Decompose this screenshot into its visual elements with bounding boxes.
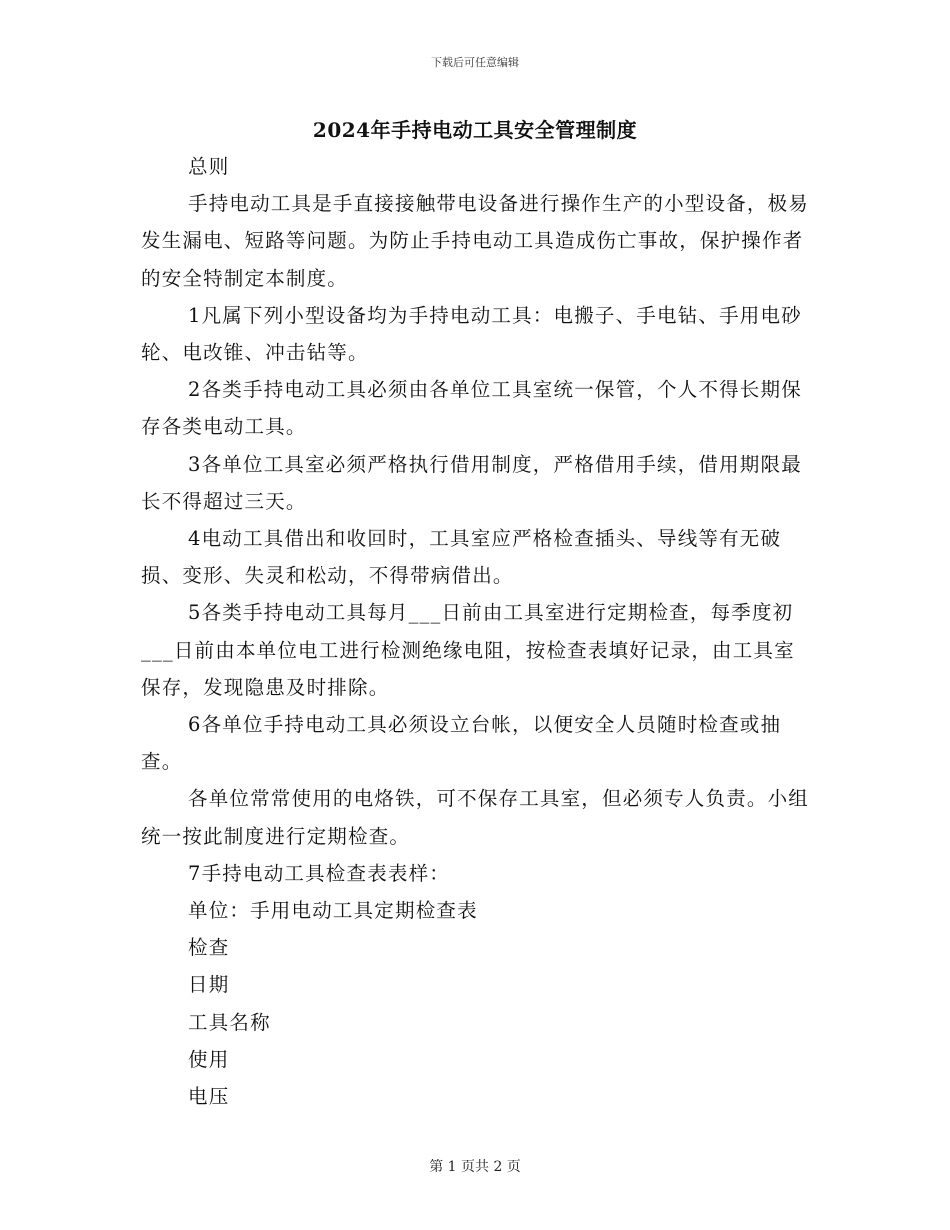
paragraph: 使用 <box>188 1047 230 1071</box>
paragraph: 单位：手用电动工具定期检查表 <box>188 899 478 923</box>
paragraph: 各单位常常使用的电烙铁，可不保存工具室，但必须专人负责。小组统一按此制度进行定期检查。 <box>141 787 810 848</box>
paragraph: 7手持电动工具检查表表样： <box>188 861 451 885</box>
paragraph: 工具名称 <box>188 1010 271 1034</box>
paragraph: 检查 <box>188 936 230 960</box>
paragraph: 2各类手持电动工具必须由各单位工具室统一保管，个人不得长期保存各类电动工具。 <box>141 378 802 439</box>
page-footer: 第 1 页共 2 页 <box>429 1159 521 1175</box>
header-note: 下载后可任意编辑 <box>431 56 519 69</box>
paragraph: 日期 <box>188 973 230 997</box>
paragraph: 1凡属下列小型设备均为手持电动工具：电搬子、手电钻、手用电砂轮、电改锥、冲击钻等。 <box>141 303 802 365</box>
paragraph: 5各类手持电动工具每月___日前由工具室进行定期检查，每季度初___日前由本单位电工进行检测绝缘电阻，按检查表填好记录，由工具室保存，发现隐患及时排除。 <box>141 601 795 699</box>
paragraph: 4电动工具借出和收回时，工具室应严格检查插头、导线等有无破损、变形、失灵和松动，不得带病借出。 <box>141 527 782 588</box>
paragraph: 手持电动工具是手直接接触带电设备进行操作生产的小型设备，极易发生漏电、短路等问题。为防止手持电动工具造成伤亡事故，保护操作者的安全特制定本制度。 <box>141 192 810 290</box>
paragraph: 电压 <box>188 1085 230 1109</box>
document-body <box>141 148 813 1115</box>
paragraph: 3各单位工具室必须严格执行借用制度，严格借用手续，借用期限最长不得超过三天。 <box>141 452 802 513</box>
paragraph: 总则 <box>188 155 230 178</box>
document-title: 2024年手持电动工具安全管理制度 <box>312 118 638 142</box>
paragraph: 6各单位手持电动工具必须设立台帐，以便安全人员随时检查或抽查。 <box>141 713 782 774</box>
